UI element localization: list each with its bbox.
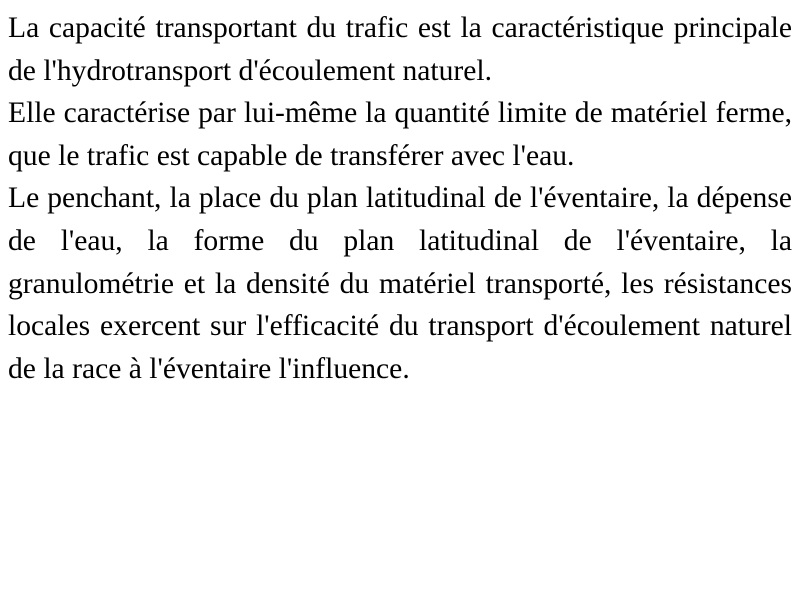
paragraph-3: Le penchant, la place du plan latitudinal de l'éventaire, la dépense de l'eau, la forme du plan latitudinal de l'éventaire, la granulométrie et la densité du matériel transporté, les résistances locales exercent sur l'efficacité du transport d'écoulement naturel de la race à l'éventaire l'influence.: [8, 182, 792, 385]
paragraph-2: Elle caractérise par lui-même la quantité limite de matériel ferme, que le trafic est capable de transférer avec l'eau.: [8, 97, 792, 172]
paragraph-1: La capacité transportant du trafic est la caractéristique principale de l'hydrotransport d'écoulement naturel.: [8, 12, 792, 87]
document-body: [8, 7, 792, 390]
